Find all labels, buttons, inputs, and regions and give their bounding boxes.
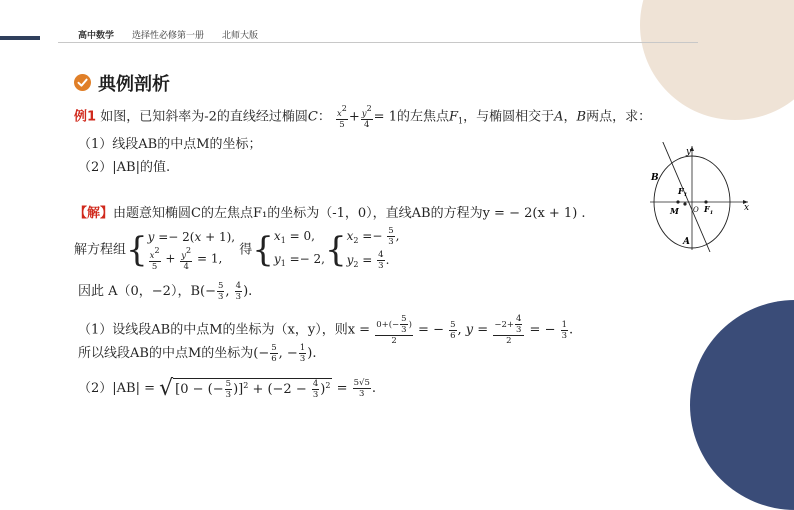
label-x: x (744, 203, 750, 213)
header-accent-bar (0, 36, 40, 40)
solution-system-mid: 得 (239, 242, 253, 258)
solution-system-prefix: 解方程组 (74, 242, 127, 258)
label-f1-left: $F_1$ (678, 186, 688, 198)
solution-part2-line: （2）|AB| = √ [0 − (− $\frac{5}{3}$ )]$^2$ + (−2 − $\frac{4}{3}$ )$^2$ = $\frac{5√5}{3}$ . (78, 376, 377, 401)
problem-text-b: ： (317, 109, 331, 125)
problem-text-a: 如图，已知斜率为-2的直线经过椭圆 (100, 109, 308, 125)
problem-label: 例1 (74, 109, 97, 125)
equation-system: y =− 2(x + 1), $\frac{x2}{5}$ + $\frac{y2}{4}$ = 1, (147, 230, 236, 272)
label-f1-right: $F_1$ (704, 204, 714, 216)
section-title: 典例剖析 (98, 74, 170, 95)
problem-text-e: 两点，求： (586, 109, 652, 125)
problem-curve: C (307, 109, 318, 125)
point-m (683, 202, 686, 205)
header-publisher: 北师大版 (222, 31, 259, 41)
solution-set-1: $x_1 = 0$, $y_1 =- 2$, (273, 229, 325, 268)
fraction-xmid: 0+(− $\frac{5}{3}$ ) 2 (376, 314, 412, 346)
solution-label: 【解】 (74, 206, 114, 221)
problem-text-d: ，与椭圆相交于 (463, 109, 555, 125)
label-a: A (683, 237, 690, 247)
solution-points-text: 因此 A（0，−2），B (78, 284, 201, 299)
header-subject: 高中数学 (78, 31, 115, 41)
point-f1-left (676, 200, 679, 203)
solution-line-1 (74, 202, 586, 221)
fraction-y2-4: $\frac{y2}{4}$ (361, 104, 372, 130)
ellipse-figure (648, 142, 752, 252)
solution-midpoint-text: 所以线段AB的中点M的坐标为 (78, 346, 254, 361)
solution-system-line: 解方程组{ y =− 2(x + 1), $\frac{x2}{5}$ + $\frac{y2}{4}$ = 1, 得{ $x_1 = 0$, $y_1 =- 2$, { $x_2$ =− $\frac{5}{3}$ , $y_2$ = $\frac{4}{3}$ . (74, 226, 400, 272)
solution-part2-text: （2）|AB| = (78, 381, 155, 396)
solution-line-1-text: 由题意知椭圆C的左焦点F₁的坐标为（-1，0），直线AB的方程为y = − 2(x + 1) . (113, 206, 586, 221)
solution-set-2: $x_2$ =− $\frac{5}{3}$ , $y_2$ = $\frac{4}{3}$ . (346, 226, 400, 271)
header-divider (58, 42, 698, 43)
decorative-circle-top-right (640, 0, 794, 120)
header-book: 选择性必修第一册 (132, 31, 205, 41)
solution-midpoint-line: 所以线段AB的中点M的坐标为(− $\frac{5}{6}$ , − $\frac{1}{3}$ ). (78, 343, 317, 364)
solution-part1-line: （1）设线段AB的中点M的坐标为（x，y），则x = 0+(− $\frac{5}{3}$ ) 2 = − $\frac{5}{6}$ , y = −2+ $\frac{4}{3}$ 2 = − $\frac{1}{3}$ . (78, 314, 574, 346)
fraction-x2-5: $\frac{x2}{5}$ (336, 104, 347, 130)
label-b: B (651, 173, 659, 183)
sqrt-expression: [0 − (− $\frac{5}{3}$ )]$^2$ + (−2 − $\frac{4}{3}$ )$^2$ (175, 378, 331, 400)
fraction-ymid: −2+ $\frac{4}{3}$ 2 (493, 314, 524, 346)
label-y: y (686, 147, 692, 157)
check-circle-icon (74, 74, 91, 91)
problem-text-c: 的左焦点 (396, 109, 449, 125)
question-1: （1）线段AB的中点M的坐标； (78, 137, 262, 152)
solution-part1-text: （1）设线段AB的中点M的坐标为（x，y），则x = (78, 322, 371, 338)
question-2: （2）|AB|的值. (78, 160, 171, 175)
solution-points-line: 因此 A（0，−2），B(− $\frac{5}{3}$ , $\frac{4}{3}$ ). (78, 281, 253, 302)
problem-line: 例1 如图，已知斜率为-2的直线经过椭圆C： $\frac{x2}{5}$ + $\frac{y2}{4}$ = 1的左焦点$F_1$，与椭圆相交于A，B两点，求： (74, 104, 652, 130)
label-o: O (693, 206, 699, 214)
label-m: M (670, 206, 679, 216)
decorative-circle-bottom-right (690, 300, 794, 510)
